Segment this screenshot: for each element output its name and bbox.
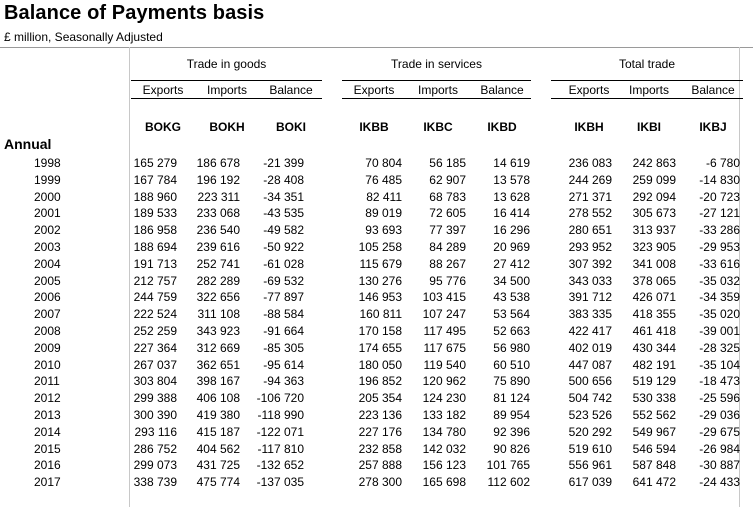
table-cell: 475 774 — [196, 475, 240, 490]
table-cell: 259 099 — [632, 172, 676, 187]
table-cell: 461 418 — [632, 324, 676, 338]
table-cell: 170 158 — [358, 324, 402, 338]
series-code: IKBB — [359, 120, 389, 134]
table-cell: 546 594 — [632, 441, 676, 456]
table-cell: 312 669 — [196, 340, 240, 355]
table-cell: 77 397 — [429, 223, 466, 238]
table-cell: 93 693 — [365, 223, 402, 238]
table-cell: 14 619 — [493, 156, 530, 170]
table-cell: 124 230 — [422, 391, 466, 406]
table-cell: 378 065 — [632, 273, 676, 288]
table-cell: -88 584 — [263, 307, 304, 322]
table-cell: 299 388 — [133, 391, 177, 406]
table-cell: -34 359 — [699, 290, 740, 305]
table-cell: -24 433 — [699, 475, 740, 490]
table-cell: 426 071 — [632, 290, 676, 305]
table-cell: 523 526 — [568, 408, 612, 422]
column-header: Exports — [568, 83, 610, 97]
group-rule — [551, 80, 743, 81]
table-cell: 196 192 — [196, 172, 240, 187]
table-cell: -118 990 — [257, 408, 304, 422]
table-cell: 307 392 — [568, 256, 612, 271]
table-cell: 402 019 — [568, 340, 612, 355]
table-cell: 305 673 — [632, 206, 676, 221]
table-cell: 404 562 — [196, 441, 240, 456]
row-year: 2009 — [34, 340, 61, 355]
table-cell: 406 108 — [196, 391, 240, 406]
table-cell: 16 414 — [493, 206, 530, 221]
table-cell: -18 473 — [699, 374, 740, 389]
table-cell: 89 019 — [365, 206, 402, 221]
row-year: 2007 — [34, 307, 61, 322]
table-cell: 117 495 — [423, 324, 466, 338]
table-cell: -35 104 — [699, 357, 740, 372]
table-cell: 292 094 — [632, 189, 676, 204]
table-cell: 13 578 — [493, 172, 530, 187]
table-cell: 223 136 — [358, 408, 402, 422]
table-cell: -106 720 — [256, 391, 304, 406]
table-cell: 130 276 — [358, 273, 402, 288]
table-cell: 293 116 — [134, 424, 177, 439]
table-cell: 75 890 — [493, 374, 530, 389]
section-label: Annual — [4, 136, 52, 152]
table-cell: 34 500 — [493, 273, 530, 288]
table-cell: -132 652 — [256, 458, 304, 473]
table-cell: 232 858 — [358, 441, 402, 456]
table-cell: 84 289 — [429, 240, 466, 254]
table-cell: 278 300 — [358, 475, 402, 490]
table-cell: 186 958 — [133, 223, 177, 238]
column-header: Imports — [417, 83, 458, 97]
series-code: BOKI — [276, 120, 306, 134]
table-cell: -35 020 — [699, 307, 740, 322]
table-cell: 362 651 — [196, 357, 240, 372]
table-cell: -122 071 — [256, 424, 304, 439]
subheader-rule — [131, 98, 322, 99]
table-cell: 188 960 — [133, 189, 177, 204]
table-cell: 244 269 — [568, 172, 612, 187]
table-cell: 500 656 — [568, 374, 612, 389]
table-cell: 293 952 — [568, 240, 612, 254]
table-cell: 415 187 — [196, 424, 240, 439]
table-cell: 519 610 — [568, 441, 612, 456]
table-cell: 338 739 — [133, 475, 177, 490]
table-cell: 101 765 — [486, 458, 530, 473]
table-cell: 20 969 — [493, 240, 530, 254]
table-cell: 81 124 — [493, 391, 530, 406]
table-cell: 267 037 — [133, 357, 177, 372]
table-cell: 549 967 — [632, 424, 676, 439]
header-rule — [0, 47, 753, 48]
table-cell: 239 616 — [196, 240, 240, 254]
table-cell: 120 962 — [422, 374, 466, 389]
table-cell: 504 742 — [568, 391, 612, 406]
row-year: 2017 — [34, 475, 61, 490]
table-cell: 323 905 — [632, 240, 676, 254]
table-cell: -91 664 — [263, 324, 304, 338]
row-year: 2003 — [34, 240, 61, 254]
table-cell: -21 399 — [263, 156, 304, 170]
column-header: Balance — [269, 83, 313, 97]
table-cell: 133 182 — [422, 408, 466, 422]
series-code: IKBJ — [699, 120, 727, 134]
table-cell: 60 510 — [493, 357, 530, 372]
table-cell: 56 980 — [493, 340, 530, 355]
group-header: Total trade — [618, 57, 676, 71]
table-cell: 117 675 — [423, 340, 466, 355]
table-cell: 72 605 — [429, 206, 466, 221]
table-cell: 196 852 — [358, 374, 402, 389]
table-cell: -25 596 — [699, 391, 740, 406]
table-cell: 191 713 — [133, 256, 177, 271]
table-cell: -29 675 — [699, 424, 740, 439]
table-cell: 222 524 — [133, 307, 177, 322]
table-cell: 227 176 — [358, 424, 402, 439]
table-cell: -14 830 — [699, 172, 740, 187]
table-cell: 398 167 — [196, 374, 240, 389]
series-code: IKBI — [637, 120, 661, 134]
group-rule — [342, 80, 531, 81]
table-cell: 430 344 — [632, 340, 676, 355]
table-cell: 105 258 — [358, 240, 402, 254]
table-cell: 236 083 — [568, 156, 612, 170]
table-cell: 95 776 — [429, 273, 466, 288]
table-cell: -39 001 — [699, 324, 740, 338]
table-cell: 56 185 — [429, 156, 466, 170]
group-rule — [131, 80, 322, 81]
page-title: Balance of Payments basis — [4, 2, 265, 24]
table-cell: 311 108 — [197, 307, 240, 322]
table-cell: 205 354 — [358, 391, 402, 406]
column-header: Balance — [480, 83, 524, 97]
table-cell: 252 259 — [133, 324, 177, 338]
table-cell: 556 961 — [568, 458, 612, 473]
series-code: IKBH — [574, 120, 604, 134]
group-header: Trade in goods — [186, 57, 267, 71]
table-cell: 242 863 — [632, 156, 676, 170]
table-cell: 519 129 — [632, 374, 676, 389]
table-cell: 180 050 — [358, 357, 402, 372]
table-cell: -43 535 — [263, 206, 304, 221]
table-cell: -20 723 — [699, 189, 740, 204]
table-cell: 322 656 — [196, 290, 240, 305]
table-cell: 142 032 — [422, 441, 466, 456]
row-year: 2016 — [34, 458, 61, 473]
table-cell: -26 984 — [699, 441, 740, 456]
series-code: IKBC — [423, 120, 453, 134]
table-cell: 13 628 — [493, 189, 530, 204]
column-header: Exports — [353, 83, 395, 97]
table-cell: 89 954 — [493, 408, 530, 422]
row-year: 2012 — [34, 391, 61, 406]
table-cell: 186 678 — [196, 156, 240, 170]
table-cell: 482 191 — [632, 357, 676, 372]
row-year: 1999 — [34, 172, 61, 187]
table-cell: 27 412 — [493, 256, 530, 271]
row-year: 2010 — [34, 357, 61, 372]
table-cell: 343 923 — [196, 324, 240, 338]
table-cell: 299 073 — [133, 458, 177, 473]
table-cell: -137 035 — [256, 475, 304, 490]
table-cell: -28 408 — [263, 172, 304, 187]
table-cell: 278 552 — [568, 206, 612, 221]
table-cell: -33 616 — [699, 256, 740, 271]
table-cell: -27 121 — [699, 206, 740, 221]
table-cell: 431 725 — [196, 458, 240, 473]
column-header: Balance — [691, 83, 735, 97]
table-cell: 107 247 — [422, 307, 466, 322]
table-cell: 227 364 — [133, 340, 177, 355]
table-cell: -6 780 — [705, 156, 740, 170]
table-cell: 43 538 — [493, 290, 530, 305]
table-cell: 617 039 — [568, 475, 612, 490]
table-cell: 641 472 — [632, 475, 676, 490]
table-cell: 134 780 — [422, 424, 466, 439]
table-cell: 115 679 — [359, 256, 402, 271]
table-cell: 383 335 — [568, 307, 612, 322]
row-year: 2006 — [34, 290, 61, 305]
column-header: Imports — [206, 83, 247, 97]
table-cell: 587 848 — [632, 458, 676, 473]
table-cell: -94 363 — [263, 374, 304, 389]
table-cell: 53 564 — [493, 307, 530, 322]
series-code: BOKG — [145, 120, 181, 134]
table-cell: 103 415 — [422, 290, 466, 305]
table-cell: 92 396 — [493, 424, 530, 439]
table-cell: -85 305 — [263, 340, 304, 355]
row-year: 2005 — [34, 273, 61, 288]
table-cell: 552 562 — [632, 408, 676, 422]
table-cell: 112 602 — [487, 475, 530, 490]
table-cell: 271 371 — [568, 189, 612, 204]
table-cell: 286 752 — [133, 441, 177, 456]
table-cell: 233 068 — [196, 206, 240, 221]
table-cell: 16 296 — [493, 223, 530, 238]
table-cell: 90 826 — [493, 441, 530, 456]
table-cell: -77 897 — [263, 290, 304, 305]
table-cell: -49 582 — [263, 223, 304, 238]
subheader-rule — [342, 98, 531, 99]
page-subtitle: £ million, Seasonally Adjusted — [4, 30, 163, 44]
table-cell: 88 267 — [429, 256, 466, 271]
table-cell: -61 028 — [263, 256, 304, 271]
table-cell: 447 087 — [568, 357, 612, 372]
table-cell: -29 953 — [699, 240, 740, 254]
table-cell: 223 311 — [197, 189, 240, 204]
row-year: 2004 — [34, 256, 61, 271]
table-cell: 520 292 — [568, 424, 612, 439]
row-year: 2000 — [34, 189, 61, 204]
series-code: BOKH — [209, 120, 245, 134]
table-cell: 303 804 — [133, 374, 177, 389]
column-header: Exports — [142, 83, 184, 97]
table-cell: 530 338 — [632, 391, 676, 406]
row-year: 2011 — [34, 374, 60, 389]
table-cell: 419 380 — [196, 408, 240, 422]
table-cell: 282 289 — [196, 273, 240, 288]
table-cell: 300 390 — [133, 408, 177, 422]
table-cell: 68 783 — [429, 189, 466, 204]
table-cell: -28 325 — [699, 340, 740, 355]
table-cell: 156 123 — [422, 458, 466, 473]
table-cell: 313 937 — [632, 223, 676, 238]
table-cell: 212 757 — [133, 273, 177, 288]
table-cell: -69 532 — [263, 273, 304, 288]
table-cell: 82 411 — [366, 189, 402, 204]
table-cell: -30 887 — [699, 458, 740, 473]
table-cell: 280 651 — [568, 223, 612, 238]
table-cell: 257 888 — [358, 458, 402, 473]
table-cell: 165 279 — [133, 156, 177, 170]
table-cell: -50 922 — [263, 240, 304, 254]
table-cell: 174 655 — [358, 340, 402, 355]
table-cell: -117 810 — [257, 441, 304, 456]
table-cell: 244 759 — [133, 290, 177, 305]
table-cell: -33 286 — [699, 223, 740, 238]
table-cell: 189 533 — [133, 206, 177, 221]
group-header: Trade in services — [391, 57, 482, 71]
table-cell: 76 485 — [365, 172, 402, 187]
column-header: Imports — [628, 83, 669, 97]
table-cell: 70 804 — [365, 156, 402, 170]
table-cell: 52 663 — [493, 324, 530, 338]
table-cell: 62 907 — [429, 172, 466, 187]
table-cell: 422 417 — [568, 324, 612, 338]
row-year: 2002 — [34, 223, 61, 238]
table-cell: -95 614 — [263, 357, 304, 372]
series-code: IKBD — [487, 120, 517, 134]
table-cell: 188 694 — [133, 240, 177, 254]
row-year: 1998 — [34, 156, 61, 170]
row-year: 2008 — [34, 324, 61, 338]
table-cell: 391 712 — [568, 290, 612, 305]
table-cell: 160 811 — [359, 307, 402, 322]
row-year: 2001 — [34, 206, 61, 221]
table-cell: 341 008 — [632, 256, 676, 271]
row-year: 2013 — [34, 408, 61, 422]
table-cell: -34 351 — [263, 189, 304, 204]
table-cell: 252 741 — [196, 256, 240, 271]
table-cell: 418 355 — [632, 307, 676, 322]
table-cell: 165 698 — [422, 475, 466, 490]
table-cell: -35 032 — [699, 273, 740, 288]
table-cell: -29 036 — [699, 408, 740, 422]
table-cell: 167 784 — [133, 172, 177, 187]
table-cell: 119 540 — [423, 357, 466, 372]
table-cell: 236 540 — [196, 223, 240, 238]
table-cell: 343 033 — [568, 273, 612, 288]
table-cell: 146 953 — [358, 290, 402, 305]
row-year: 2014 — [34, 424, 61, 439]
subheader-rule — [551, 98, 743, 99]
row-year: 2015 — [34, 441, 61, 456]
